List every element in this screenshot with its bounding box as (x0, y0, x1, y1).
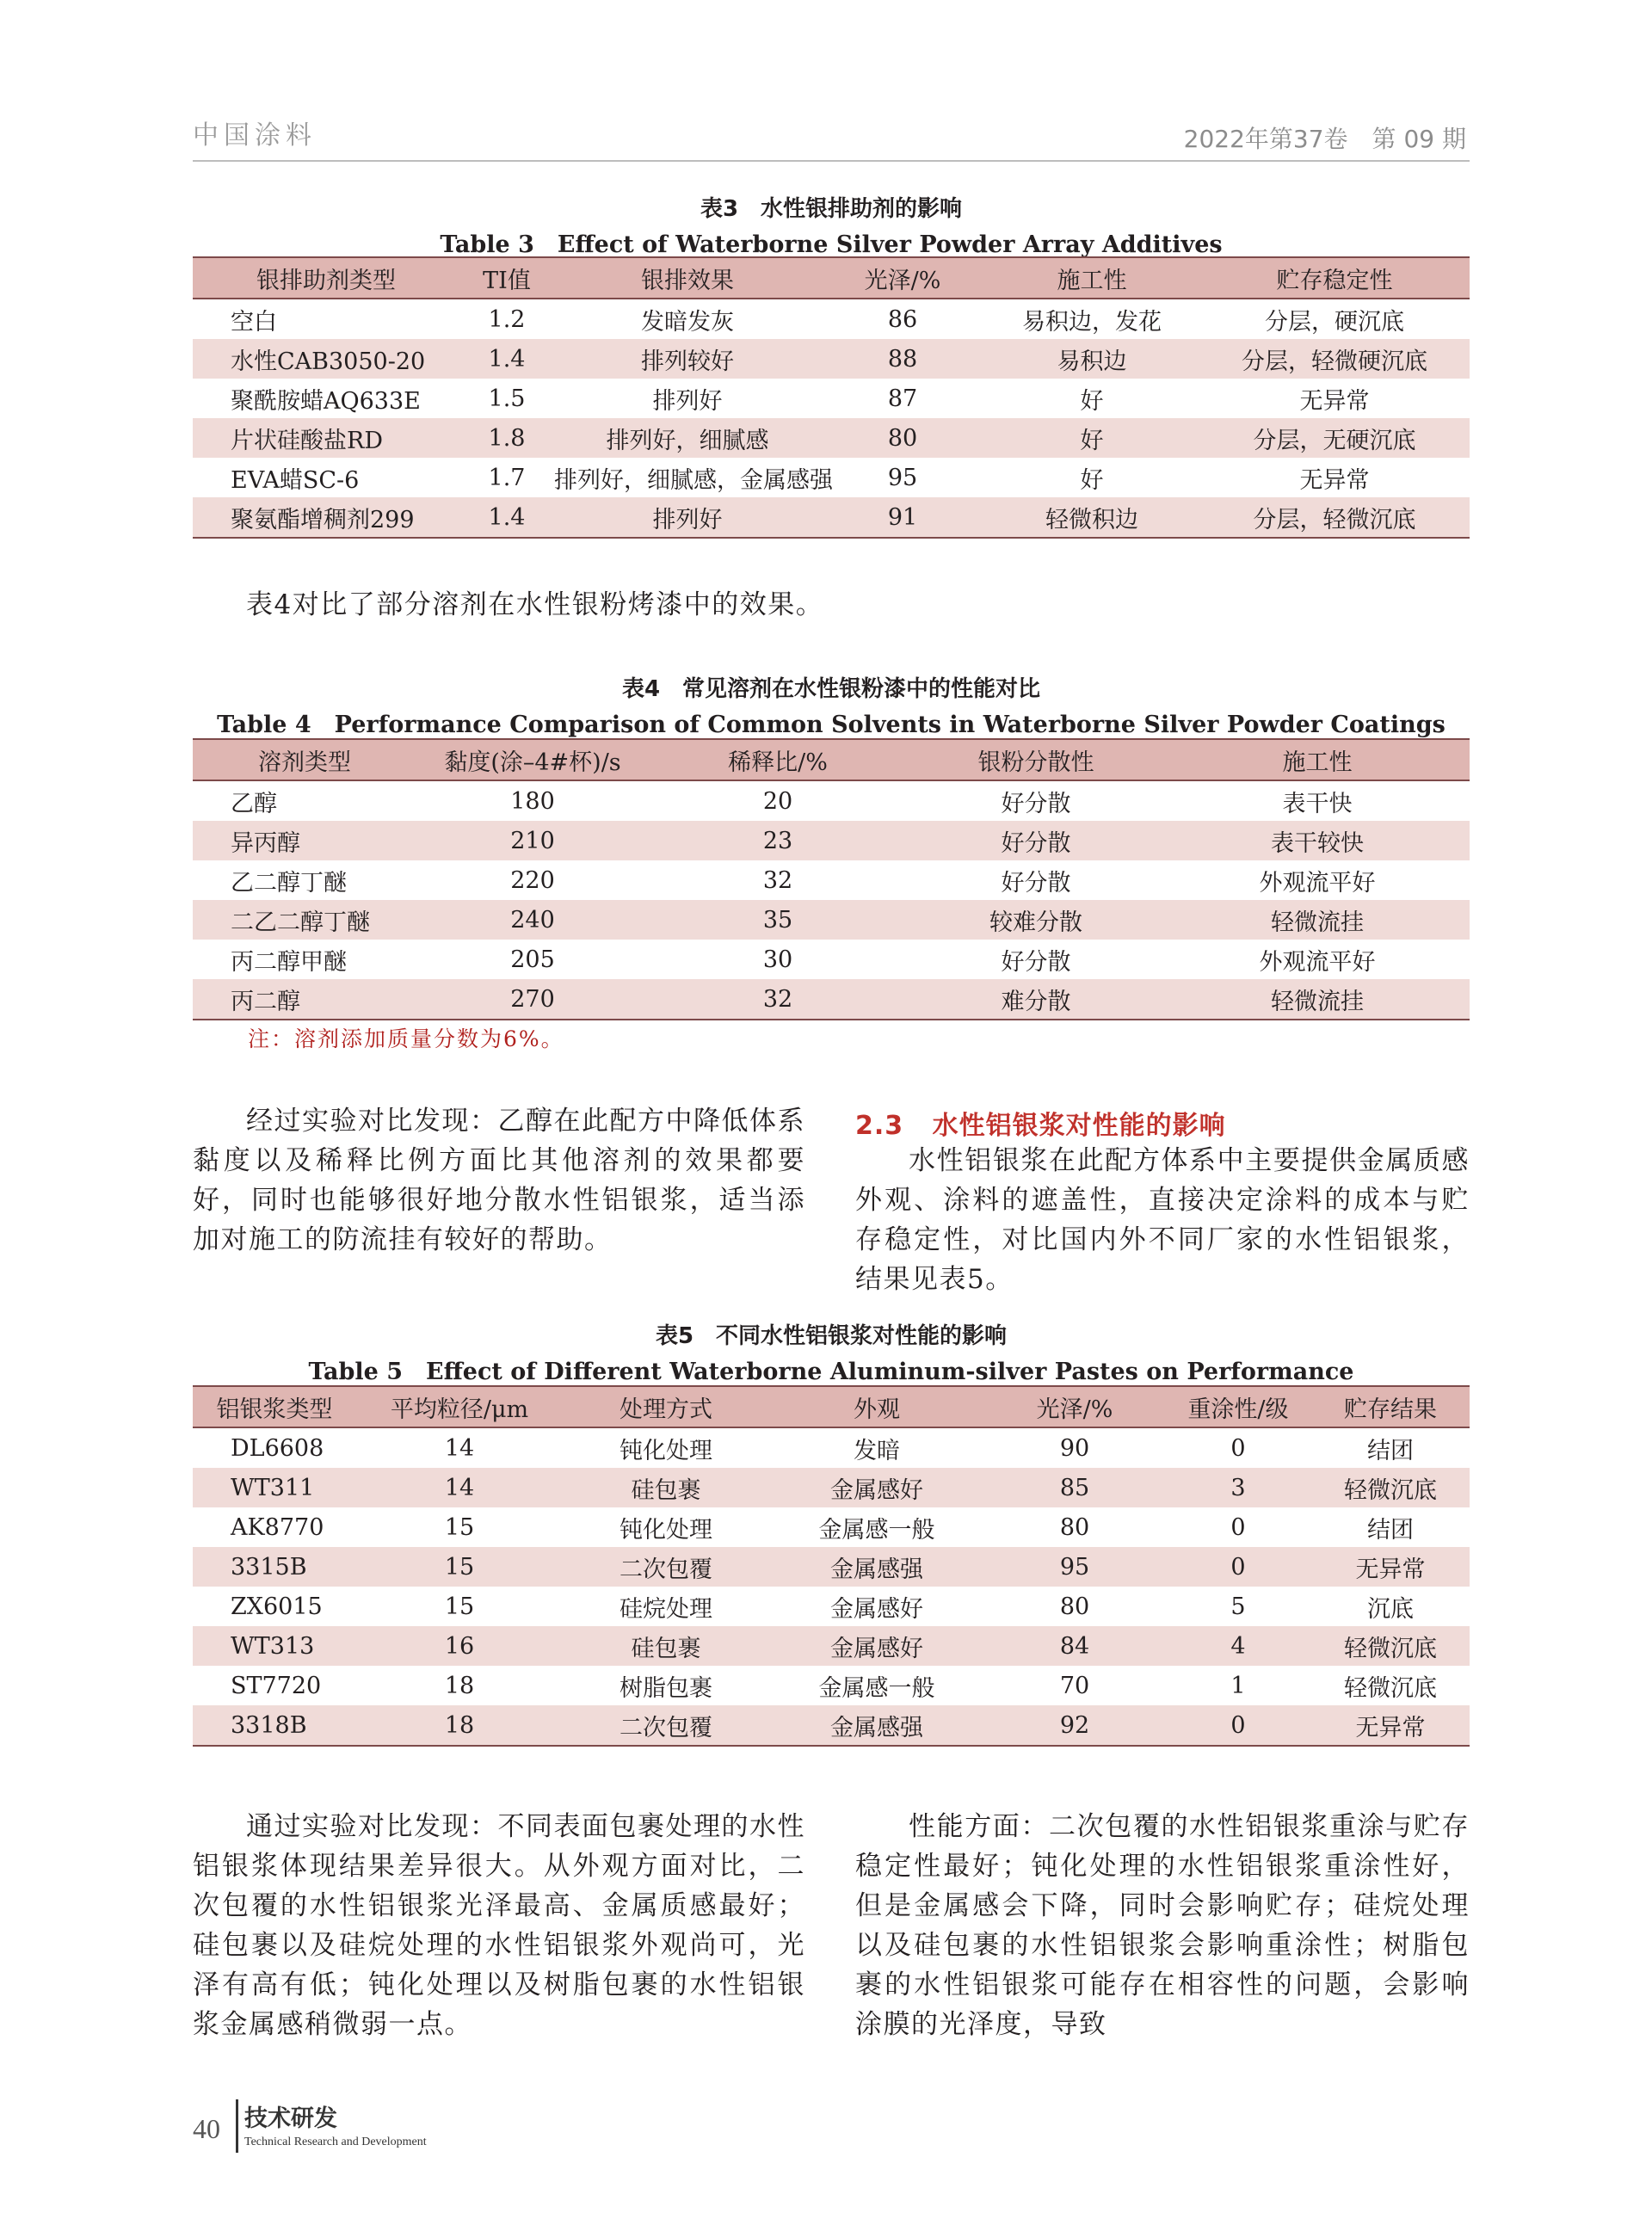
table-cell: 发暗发灰 (641, 308, 734, 336)
table5-header-cell: 处理方式 (563, 1386, 769, 1427)
table5 (193, 1385, 1470, 1747)
table4-caption-cn: 表4 常见溶剂在水性银粉漆中的性能对比 (621, 676, 1041, 702)
table5-header-cell: 贮存结果 (1311, 1386, 1470, 1427)
table-cell: 金属感一般 (818, 1674, 935, 1702)
table-cell: 32 (649, 979, 907, 1020)
table-cell: 钝化处理 (620, 1516, 712, 1544)
table4-header-cell: 黏度(涂–4#杯)/s (416, 739, 649, 780)
table-cell: 分层，轻微硬沉底 (1242, 348, 1427, 375)
header-rule (193, 160, 1470, 162)
table-cell: 分层，轻微沉底 (1199, 497, 1470, 538)
table-row (193, 1587, 1470, 1626)
table-cell: 空白 (231, 308, 277, 336)
table-cell: 210 (510, 827, 555, 854)
table-cell: 180 (510, 787, 555, 815)
paragraph-table4-intro: 表4对比了部分溶剂在水性银粉烤漆中的效果。 (246, 589, 824, 620)
table-cell: 92 (984, 1705, 1165, 1746)
table-cell: 金属感好 (830, 1635, 923, 1662)
table3-header-cell: 施工性 (984, 257, 1199, 299)
table-cell: 外观流平好 (1259, 869, 1376, 897)
table4-header-cell: 施工性 (1165, 739, 1470, 780)
table-cell: 表干快 (1282, 790, 1353, 817)
table-cell: 金属感强 (830, 1556, 923, 1583)
table-cell: 87 (887, 385, 918, 412)
table-row (193, 1468, 1470, 1507)
table-cell: 85 (1059, 1474, 1090, 1501)
table-cell: 0 (1230, 1553, 1246, 1581)
table-cell: 无异常 (1299, 466, 1370, 494)
table-cell: 乙醇 (231, 790, 277, 817)
table-row (193, 979, 1470, 1020)
table-cell: 14 (444, 1434, 475, 1462)
table-cell: 结团 (1367, 1437, 1414, 1464)
table-cell: 0 (1165, 1705, 1311, 1746)
page-number: 40 (193, 2113, 220, 2144)
table-cell: 排列好 (554, 497, 821, 538)
table3-caption-en: Table 3 Effect of Waterborne Silver Powder Array Additives (440, 231, 1223, 258)
table-cell: 异丙醇 (231, 829, 300, 857)
table-row (193, 1507, 1470, 1547)
issue-info: 2022年第37卷 第 09 期 (1183, 125, 1466, 153)
table-cell: 1.5 (488, 385, 526, 412)
table-cell: 发暗 (854, 1437, 900, 1464)
section-2-3-title: 水性铝银浆对性能的影响 (932, 1111, 1226, 1141)
table-cell: 轻微沉底 (1344, 1476, 1437, 1504)
table5-header-cell: 光泽/% (984, 1386, 1165, 1427)
table-cell: 220 (510, 866, 555, 894)
table3-header-cell: TI值 (459, 257, 554, 299)
table-cell: 排列好 (652, 387, 723, 415)
table3 (193, 256, 1470, 539)
table-cell: 硅烷处理 (620, 1595, 712, 1623)
table-cell: ST7720 (231, 1672, 322, 1699)
table-cell: 结团 (1367, 1516, 1414, 1544)
table-cell: 3318B (193, 1705, 356, 1746)
footer-section-cn: 技术研发 (244, 2105, 337, 2132)
table-cell: 95 (1059, 1553, 1090, 1581)
paragraph-aluminum-paste-intro: 水性铝银浆在此配方体系中主要提供金属质感外观、涂料的遮盖性，直接决定涂料的成本与贮存稳定性，对比国内外不同厂家的水性铝银浆，结果见表5。 (855, 1145, 1470, 1295)
table-cell: 15 (444, 1553, 475, 1581)
table-cell: 88 (887, 345, 918, 373)
table-cell: 1.2 (488, 305, 526, 333)
table-cell: 分层，硬沉底 (1265, 308, 1404, 336)
table3-caption-cn: 表3 水性银排助剂的影响 (700, 196, 963, 222)
table-cell: ZX6015 (231, 1593, 323, 1620)
table-cell: 二乙二醇丁醚 (231, 909, 370, 936)
table-cell: 较难分散 (989, 909, 1082, 936)
table-row (193, 339, 1470, 379)
table-cell: 轻微积边 (984, 497, 1199, 538)
table-cell: 沉底 (1367, 1595, 1414, 1623)
table-row (193, 299, 1470, 339)
table-cell: 90 (1059, 1434, 1090, 1462)
table-cell: 240 (510, 906, 555, 934)
table-cell: 好 (1080, 387, 1104, 415)
table3-header-cell: 银排效果 (554, 257, 821, 299)
table-cell: 硅包裹 (631, 1476, 701, 1504)
table-cell: 丙二醇 (193, 979, 416, 1020)
table5-caption-en: Table 5 Effect of Different Waterborne Aluminum-silver Pastes on Performance (308, 1359, 1354, 1385)
table-cell: 水性CAB3050-20 (231, 348, 426, 375)
table-cell: 树脂包裹 (620, 1674, 712, 1702)
table-cell: 金属感一般 (818, 1516, 935, 1544)
table-cell: 金属感好 (830, 1476, 923, 1504)
table-cell: 95 (887, 464, 918, 491)
footer-section-en: Technical Research and Development (244, 2136, 427, 2148)
table-row (193, 821, 1470, 860)
table5-header-cell: 铝银浆类型 (193, 1386, 356, 1427)
table-cell: 18 (356, 1705, 563, 1746)
table-cell: EVA蜡SC-6 (231, 466, 360, 494)
table-cell: 排列好，细腻感，金属感强 (554, 466, 833, 494)
table4-header-cell: 银粉分散性 (907, 739, 1165, 780)
table-cell: 23 (762, 827, 793, 854)
table-cell: 15 (444, 1513, 475, 1541)
table-cell: 80 (1059, 1593, 1090, 1620)
table-cell: 表干较快 (1271, 829, 1364, 857)
table-cell: 1.7 (488, 464, 526, 491)
table-cell: 丙二醇甲醚 (231, 948, 347, 976)
table3-header-cell: 光泽/% (821, 257, 984, 299)
table-row (193, 379, 1470, 418)
table-cell: 排列较好 (641, 348, 734, 375)
table-cell: 0 (1230, 1434, 1246, 1462)
table-cell: 好分散 (1001, 790, 1071, 817)
table-cell: DL6608 (231, 1434, 324, 1462)
table-row (193, 1626, 1470, 1666)
table5-header-row (193, 1386, 1470, 1427)
table4 (193, 738, 1470, 1020)
table-cell: 无异常 (1311, 1705, 1470, 1746)
footer-divider (236, 2099, 238, 2153)
table-cell: 3315B (231, 1553, 307, 1581)
table-cell: 难分散 (907, 979, 1165, 1020)
table-cell: 80 (887, 424, 918, 452)
table-cell: 好分散 (1001, 948, 1071, 976)
table-cell: 排列好，细腻感 (606, 427, 769, 454)
table-row (193, 780, 1470, 821)
table-cell: 80 (1059, 1513, 1090, 1541)
table-cell: 18 (444, 1672, 475, 1699)
table-cell: 轻微沉底 (1344, 1635, 1437, 1662)
table-cell: 4 (1230, 1632, 1246, 1660)
table-cell: 5 (1230, 1593, 1246, 1620)
table-cell: 32 (762, 866, 793, 894)
table4-header-cell: 稀释比/% (649, 739, 907, 780)
table-cell: 二次包覆 (620, 1556, 712, 1583)
table-cell: 好分散 (1001, 829, 1071, 857)
table-row (193, 1666, 1470, 1705)
table3-header-cell: 贮存稳定性 (1199, 257, 1470, 299)
table5-caption-cn: 表5 不同水性铝银浆对性能的影响 (655, 1323, 1008, 1349)
table-cell: 35 (762, 906, 793, 934)
table-cell: 70 (1059, 1672, 1090, 1699)
table-cell: 好分散 (1001, 869, 1071, 897)
table-row (193, 900, 1470, 940)
table4-header-cell: 溶剂类型 (193, 739, 416, 780)
table-cell: 片状硅酸盐RD (231, 427, 383, 454)
table3-header-row (193, 257, 1470, 299)
table-cell: WT311 (231, 1474, 315, 1501)
table-cell: 205 (510, 946, 555, 973)
table-cell: 20 (762, 787, 793, 815)
table-cell: 好 (1080, 427, 1104, 454)
table-cell: 14 (444, 1474, 475, 1501)
table-cell: 无异常 (1355, 1556, 1426, 1583)
table4-note: 注：溶剂添加质量分数为6%。 (248, 1026, 564, 1051)
table-cell: 好 (1080, 466, 1104, 494)
table-cell: 分层，无硬沉底 (1253, 427, 1416, 454)
section-2-3-number: 2.3 (855, 1111, 904, 1141)
table-cell: 乙二醇丁醚 (231, 869, 347, 897)
table-cell: 外观流平好 (1259, 948, 1376, 976)
table4-caption-en: Table 4 Performance Comparison of Common Solvents in Waterborne Silver Powder Coatings (217, 712, 1446, 738)
table-row (193, 497, 1470, 538)
table-row (193, 940, 1470, 979)
table-cell: 1.4 (459, 497, 554, 538)
journal-name: 中国涂料 (193, 120, 317, 151)
table-cell: 270 (416, 979, 649, 1020)
table-cell: 30 (762, 946, 793, 973)
table-cell: 1 (1230, 1672, 1246, 1699)
paragraph-surface-treatment-conclusion: 通过实验对比发现：不同表面包裹处理的水性铝银浆体现结果差异很大。从外观方面对比，二次包覆的水性铝银浆光泽最高、金属质感最好；硅包裹以及硅烷处理的水性铝银浆外观尚可，光泽有高有低；钝化处理以及树脂包裹的水性铝银浆金属感稍微弱一点。 (193, 1811, 805, 2040)
table5-header-cell: 重涂性/级 (1165, 1386, 1311, 1427)
table-cell: 聚氨酯增稠剂299 (193, 497, 459, 538)
section-2-3-heading (855, 1104, 1226, 1142)
table-cell: 16 (444, 1632, 475, 1660)
table-cell: 易积边，发花 (1022, 308, 1162, 336)
table-cell: 1.8 (488, 424, 526, 452)
table-row (193, 418, 1470, 458)
table-cell: 轻微沉底 (1344, 1674, 1437, 1702)
table-cell: WT313 (231, 1632, 315, 1660)
table-row (193, 1547, 1470, 1587)
table-cell: 轻微流挂 (1271, 909, 1364, 936)
paragraph-solvent-conclusion: 经过实验对比发现：乙醇在此配方中降低体系黏度以及稀释比例方面比其他溶剂的效果都要好，同时也能够很好地分散水性铝银浆，适当添加对施工的防流挂有较好的帮助。 (193, 1106, 805, 1255)
table-cell: 金属感强 (769, 1705, 984, 1746)
table-cell: 84 (1059, 1632, 1090, 1660)
table-cell: 轻微流挂 (1165, 979, 1470, 1020)
table-cell: 二次包覆 (563, 1705, 769, 1746)
table-cell: 无异常 (1299, 387, 1370, 415)
table-cell: 易积边 (1057, 348, 1127, 375)
table-cell: 钝化处理 (620, 1437, 712, 1464)
table-row (193, 1427, 1470, 1468)
table-cell: 86 (887, 305, 918, 333)
table-row (193, 1705, 1470, 1746)
table5-header-cell: 外观 (769, 1386, 984, 1427)
table4-header-row (193, 739, 1470, 780)
table-row (193, 860, 1470, 900)
table-cell: 3 (1230, 1474, 1246, 1501)
table-cell: 硅包裹 (631, 1635, 701, 1662)
table5-header-cell: 平均粒径/μm (356, 1386, 563, 1427)
table-cell: AK8770 (231, 1513, 324, 1541)
table-cell: 金属感好 (830, 1595, 923, 1623)
table-row (193, 458, 1470, 497)
table-cell: 0 (1230, 1513, 1246, 1541)
table3-header-cell: 银排助剂类型 (193, 257, 459, 299)
table-cell: 91 (821, 497, 984, 538)
paragraph-performance-aspects: 性能方面：二次包覆的水性铝银浆重涂与贮存稳定性最好；钝化处理的水性铝银浆重涂性好，但是金属感会下降，同时会影响贮存；硅烷处理以及硅包裹的水性铝银浆会影响重涂性；树脂包裹的水性铝银浆可能存在相容性的问题，会影响涂膜的光泽度，导致 (855, 1811, 1470, 2040)
table-cell: 15 (444, 1593, 475, 1620)
table-cell: 1.4 (488, 345, 526, 373)
table-cell: 聚酰胺蜡AQ633E (231, 387, 421, 415)
